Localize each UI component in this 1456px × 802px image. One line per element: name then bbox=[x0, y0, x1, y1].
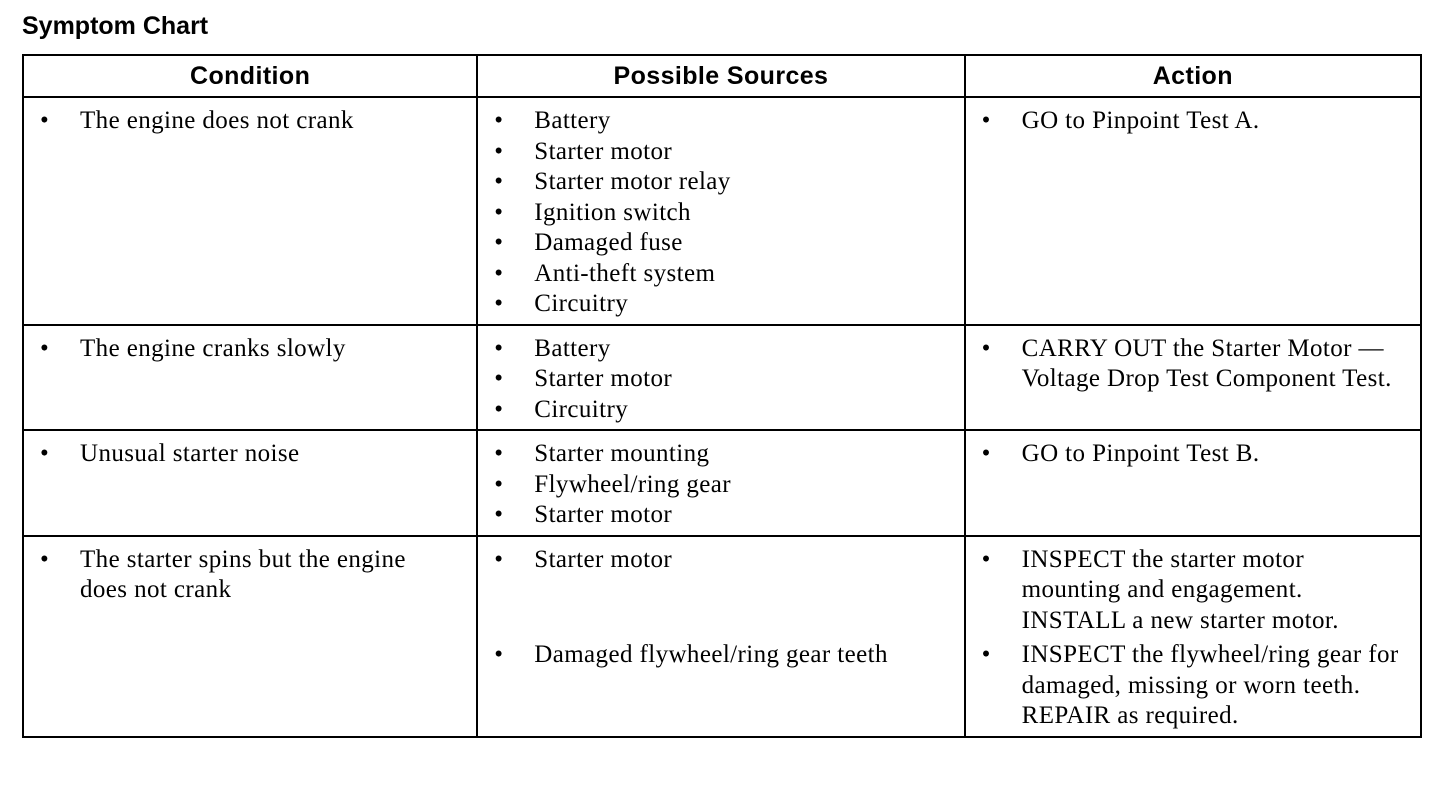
source-item: • Flywheel/ring gear bbox=[478, 470, 963, 501]
action-item: • INSPECT the flywheel/ring gear for damaged, missing or worn teeth. REPAIR as required. bbox=[966, 640, 1420, 732]
source-item: • Starter motor bbox=[478, 500, 963, 531]
table-header-row bbox=[23, 55, 1421, 97]
header-condition: Condition bbox=[23, 55, 477, 97]
header-possible-sources: Possible Sources bbox=[477, 55, 964, 97]
source-item: • Anti-theft system bbox=[478, 259, 963, 290]
source-item: • Ignition switch bbox=[478, 198, 963, 229]
condition: • The engine does not crank bbox=[24, 106, 476, 137]
table-row bbox=[23, 97, 1421, 325]
action-item: • INSPECT the starter motor mounting and engagement. INSTALL a new starter motor. bbox=[966, 545, 1420, 637]
source-item: • Battery bbox=[478, 334, 963, 365]
source-item: • Starter motor bbox=[478, 137, 963, 168]
source-item: • Damaged flywheel/ring gear teeth bbox=[478, 640, 963, 671]
source-item: • Circuitry bbox=[478, 395, 963, 426]
action-item: • GO to Pinpoint Test A. bbox=[966, 106, 1420, 137]
source-item: • Damaged fuse bbox=[478, 228, 963, 259]
source-item: • Battery bbox=[478, 106, 963, 137]
source-item: • Starter motor bbox=[478, 545, 963, 576]
source-item: • Starter motor relay bbox=[478, 167, 963, 198]
action-item: • GO to Pinpoint Test B. bbox=[966, 439, 1420, 470]
table-row bbox=[23, 430, 1421, 536]
action-item: • CARRY OUT the Starter Motor — Voltage Drop Test Component Test. bbox=[966, 334, 1420, 395]
page-title: Symptom Chart bbox=[22, 12, 209, 40]
source-item: • Circuitry bbox=[478, 289, 963, 320]
source-item: • Starter mounting bbox=[478, 439, 963, 470]
condition: • The starter spins but the engine does not crank bbox=[24, 545, 476, 606]
symptom-chart-table bbox=[22, 54, 1422, 738]
condition: • Unusual starter noise bbox=[24, 439, 476, 470]
header-action: Action bbox=[965, 55, 1421, 97]
source-item: • Starter motor bbox=[478, 364, 963, 395]
table-row bbox=[23, 325, 1421, 431]
condition: • The engine cranks slowly bbox=[24, 334, 476, 365]
table-row bbox=[23, 536, 1421, 641]
